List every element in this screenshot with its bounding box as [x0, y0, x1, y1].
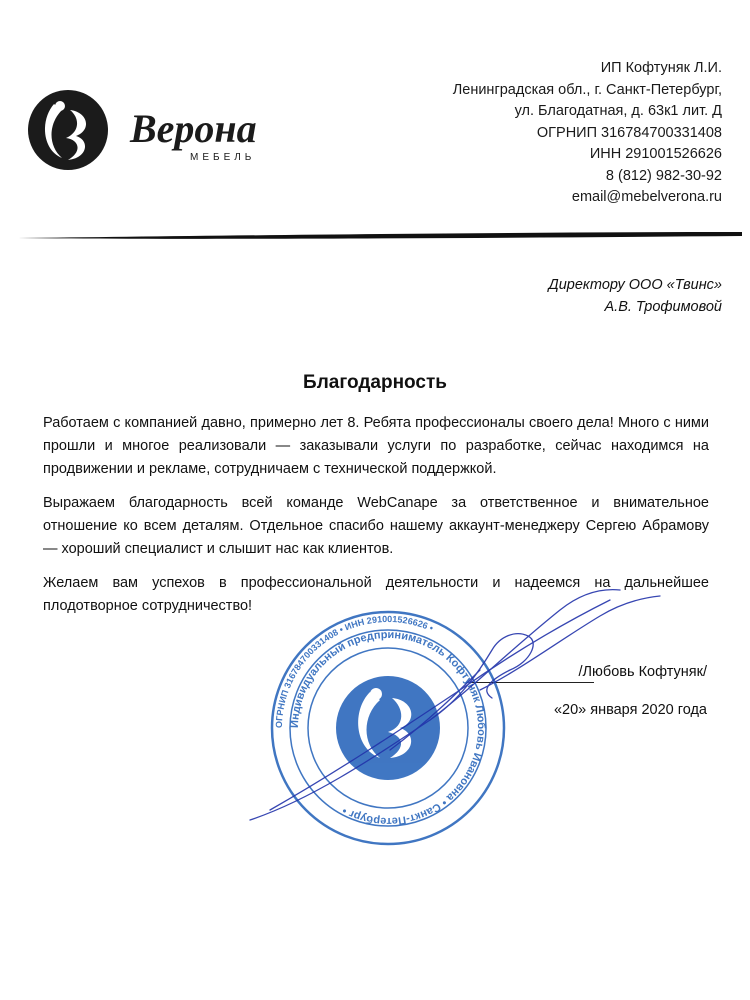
sender-address-line-2: ул. Благодатная, д. 63к1 лит. Д: [514, 103, 722, 119]
body-paragraph-2: Выражаем благодарность всей команде WebCanape за ответственное и внимательное отношение ко всем деталям. Отдельное спасибо нашему аккаунт-менеджеру Сергею Абрамову — хороший специалист и слышит нас как клиентов.: [43, 495, 709, 557]
stamp-outer-text: ОГРНИП 316784700331408 • ИНН 291001526626 •: [273, 613, 435, 729]
body-paragraph-1: Работаем с компанией давно, примерно лет 8. Ребята профессионалы своего дела! Много с ними прошли и многое реализовали — заказывали услуги по разработке, сейчас находимся на продвижении и рекламе, сотрудничаем с технической поддержкой.: [43, 415, 709, 477]
recipient-block: [362, 274, 722, 318]
logo-subtitle-text: МЕБЕЛЬ: [190, 152, 256, 163]
sender-phone: 8 (812) 982-30-92: [605, 167, 722, 184]
recipient-position: Директору ООО «Твинс»: [548, 277, 722, 293]
sender-inn: ИНН 291001526626: [589, 146, 722, 162]
sender-ogrnip: ОГРНИП 316784700331408: [536, 124, 722, 141]
company-logo: [18, 80, 318, 180]
recipient-name: А.В. Трофимовой: [604, 299, 722, 315]
sender-address-line-1: Ленинградская обл., г. Санкт-Петербург,: [452, 81, 722, 98]
sender-email: email@mebelverona.ru: [571, 189, 722, 205]
signatory-name: /Любовь Кофтуняк/: [578, 664, 707, 680]
logo-brand-text: Верона: [130, 106, 257, 151]
handwritten-signature: [230, 570, 680, 850]
body-paragraph-3: Желаем вам успехов в профессиональной деятельности и надеемся на дальнейшее плодотворное сотрудничество!: [43, 575, 709, 614]
header-divider: [0, 226, 750, 250]
sender-name: ИП Кофтуняк Л.И.: [600, 60, 722, 76]
document-title: Благодарность: [303, 372, 447, 393]
stamp-inner-text: Индивидуальный предприниматель Кофтуняк Любовь Ивановна • Санкт-Петербург •: [288, 628, 488, 828]
logo-emblem-icon: [28, 90, 108, 170]
letter-date: «20» января 2020 года: [553, 702, 707, 718]
sender-details: [362, 58, 722, 209]
